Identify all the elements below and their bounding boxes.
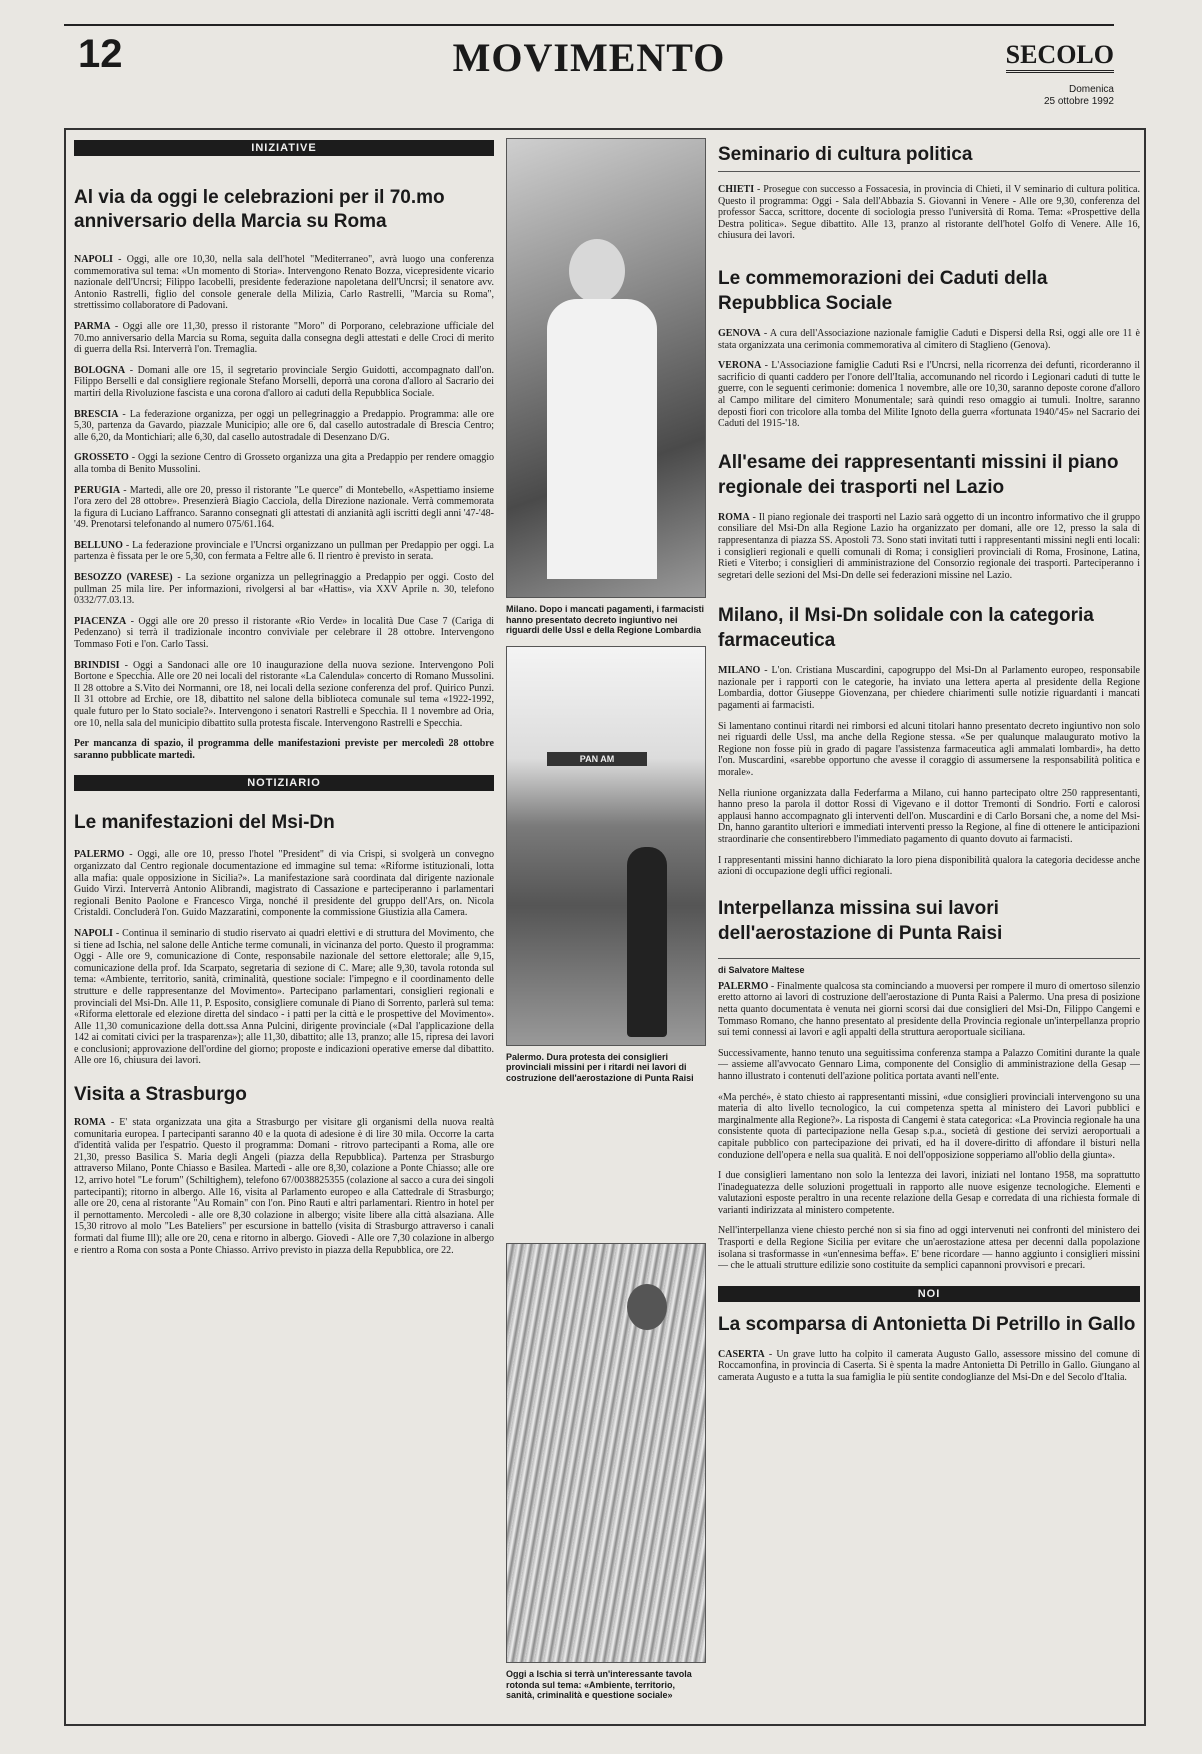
paragraph: PALERMO - Oggi, alle ore 10, presso l'hotel "President" di via Crispi, si svolgerà un convegno organizzato dal Centro regionale documentazione ed immagine sul tema: «Riforme istituzionali, lotta alla mafia: quale opposizione in Sicilia?». La manifestazione sarà coordinata dal dirigente nazionale Guido Virzì. Interverrà Antonio Alibrandi, magistrato di Cassazione e parteciperanno i parlamentari regionali Benito Paolone e Francesco Virga, nonché il presidente del gruppo dell'Ars, on. Nicola Cristaldi. Concluderà l'on. Guido Mazzaratini, componente la commissione Giustizia alla Camera. xyxy=(74,849,494,919)
paragraph: BOLOGNA - Domani alle ore 15, il segretario provinciale Sergio Guidotti, accompagnato dall'on. Filippo Berselli e dal consigliere regionale Stefano Morselli, deporrà una corona d'alloro al Sacrario dei martiri della Rivoluzione fascista e una corona d'alloro ai caduti della Repubblica Sociale. xyxy=(74,364,494,399)
panam-sign: PAN AM xyxy=(547,752,647,766)
paragraph: PALERMO - Finalmente qualcosa sta cominciando a muoversi per rompere il muro di omertoso silenzio eretto attorno ai lavori di costruzione dell'aerostazione di Punta Raisi a Palermo. Una presa di posizione netta quanto documentata è venuta nei giorni scorsi dai due consiglieri del Msi-Dn, Filippo Cangemi e Tommaso Romano, che hanno presentato al presidente della Provincia regionale un'interpellanza proprio sui temi connessi ai lavori e agli appalti della struttura aeroportuale siciliana. xyxy=(718,980,1140,1039)
page-number: 12 xyxy=(78,32,123,76)
article-iniziative xyxy=(74,254,494,761)
issue-full-date: 25 ottobre 1992 xyxy=(1043,96,1114,107)
paragraph: ROMA - E' stata organizzata una gita a Strasburgo per visitare gli organismi della nuova realtà comunitaria europea. I partecipanti saranno 40 e la quota di adesione è di lire 30 mila. Occorre la carta d'identità valida per l'espatrio. Questo il programma: Domani - ritrovo partecipanti a Roma, alle ore 21,30, presso Basilica S. Maria degli Angeli (piazza della Repubblica). Partenza per Strasburgo attraverso Milano, Ponte Chiasso e Basilea. Martedì - alle ore 8,30, colazione a Ponte Chiasso; alle ore 12, arrivo hotel "Le forum" (Schiltighem), telefono 67/0038825355 (colazione al sacco a cura dei singoli partecipanti); ritorno in albergo. Alle 16, visita al Parlamento europeo e alla Cattedrale di Strasburgo; alle ore 20, cena al ristorante "Au Romain" con l'on. Pino Rauti e altri parlamentari. Rientro in hotel per il pernottamento. Mercoledì - alle ore 8,30 colazione in albergo; visite libere alla città alsaziana. Alle 15,30 ritrovo al molo "Les Bateliers" per escursione in battello (visita di Strasburgo attraverso i canali formati dal fiume Ill); alle ore 20, cena e ritorno in albergo. Giovedì - Alle ore 7,30 colazione in albergo e rientro a Roma con sosta a Ponte Chiasso. Arrivo previsto in piazza della Repubblica, ore 22. xyxy=(74,1117,494,1256)
issue-date xyxy=(1044,84,1114,108)
paragraph: I due consiglieri lamentano non solo la lentezza dei lavori, iniziati nel lontano 1958, ma soprattutto l'inadeguatezza delle soluzioni progettuali in rapporto alle nuove esigenze tecnologiche. Elementi e valutazioni esposte peraltro in una recente relazione della Gesap e corredata di una richiesta formale di varianti indirizzata al ministero competente. xyxy=(718,1170,1140,1216)
paragraph: BELLUNO - La federazione provinciale e l'Uncrsi organizzano un pullman per Predappio per oggi. La partenza è fissata per le ore 5,30, con fermata a Feltre alle 6. Il rientro è previsto in serata. xyxy=(74,539,494,563)
headline-marcia-su-roma: Al via da oggi le celebrazioni per il 70.mo anniversario della Marcia su Roma xyxy=(74,187,445,232)
caption-milano: Milano. Dopo i mancati pagamenti, i farmacisti hanno presentato decreto ingiuntivo nei riguardi delle Ussl e della Regione Lombardia xyxy=(506,604,705,635)
photo-pharmacist xyxy=(506,138,706,598)
paragraph: Si lamentano continui ritardi nei rimborsi ed alcuni titolari hanno presentato decreto ingiuntivo non solo nei riguardi delle Ussl, ma anche della Regione stessa. «Se per qualunque malaugurato motivo la Regione non fosse più in grado di pagare l'assistenza farmaceutica agli ammalati lombardi», ha detto l'on. Muscardini, «sarebbe opportuno che avesse il coraggio di assumersene la responsabilità politica e morale». xyxy=(718,720,1140,779)
headline-trasporti-lazio: All'esame dei rappresentanti missini il piano regionale dei trasporti nel Lazio xyxy=(718,451,1119,498)
paragraph: BESOZZO (VARESE) - La sezione organizza un pellegrinaggio a Predappio per oggi. Costo del pullman 25 mila lire. Per informazioni, rivolgersi al bar «Hattis», via XXV Aprile n. 30, telefono 0332/77.03.13. xyxy=(74,572,494,607)
paragraph: GROSSETO - Oggi la sezione Centro di Grosseto organizza una gita a Predappio per rendere omaggio alla tomba di Benito Mussolini. xyxy=(74,452,494,475)
paragraph: Nella riunione organizzata dalla Federfarma a Milano, cui hanno partecipato oltre 250 rappresentanti, hanno preso la parola il dottor Rossi di Vigevano e il dottor Tremonti di Sondrio. Forti e calorosi applausi hanno accompagnato gli interventi dell'on. Muscardini e di Carlo Borsani che, a nome del Msi-Dn, hanno garantito ulteriori e immediati interventi presso la Regione, al fine di ottenere le anticipazioni straordinarie che consentirebbero l'immediato pagamento di quanto dovuto ai farmacisti. xyxy=(718,787,1140,845)
byline: di Salvatore Maltese xyxy=(718,958,1140,975)
paragraph: CASERTA - Un grave lutto ha colpito il camerata Augusto Gallo, assessore missino del comune di Roccamonfina, in provincia di Caserta. Si è spenta la madre Antonietta Di Petrillo in Gallo. Giungano al camerata Augusto e a tutta la sua famiglia le più sentite condoglianze del Msi-Dn e del Secolo d'Italia. xyxy=(718,1348,1140,1384)
headline-commemorazioni: Le commemorazioni dei Caduti della Repubblica Sociale xyxy=(718,267,1048,314)
content-frame xyxy=(64,128,1146,1726)
paragraph: PERUGIA - Martedì, alle ore 20, presso il ristorante "Le querce" di Montebello, «Aspettiamo insieme l'ora zero del 28 ottobre». Presenzierà Biagio Cacciola, della Direzione nazionale. Verrà commemorata la figura di Luciano Laffranco. Saranno consegnati gli attestati di anzianità agli iscritti degli anni '47-'48-'49. Prenotarsi telefonando al numero 075/61.164. xyxy=(74,484,494,531)
masthead xyxy=(64,24,1114,119)
column-left xyxy=(74,138,494,1716)
headline-farmaceutica: Milano, il Msi-Dn solidale con la categoria farmaceutica xyxy=(718,605,1094,652)
paragraph: Successivamente, hanno tenuto una seguitissima conferenza stampa a Palazzo Comitini durante la quale — assieme all'avvocato Gennaro Lima, componente del Consiglio di amministrazione della Gesap — hanno illustrato i contenuti dell'azione politica portata avanti nell'ente. xyxy=(718,1047,1140,1082)
caption-ischia: Oggi a Ischia si terrà un'interessante tavola rotonda sul tema: «Ambiente, territorio, sanità, criminalità e questione sociale» xyxy=(506,1669,692,1700)
paragraph: PARMA - Oggi alle ore 11,30, presso il ristorante "Moro" di Porporano, celebrazione ufficiale del 70.mo anniversario della Marcia su Roma, seguita dalla consegna degli attestati e delle Croci di merito di guerra della Rsi. Interverrà l'on. Tremaglia. xyxy=(74,320,494,356)
person-figure xyxy=(627,847,667,1037)
paragraph: GENOVA - A cura dell'Associazione nazionale famiglie Caduti e Dispersi della Rsi, oggi alle ore 11 è stata organizzata una cerimonia commemorativa al cimitero di Staglieno (Genova). xyxy=(718,327,1140,351)
paragraph: Nell'interpellanza viene chiesto perché non si sia fino ad oggi intervenuti nei confronti del ministero dei Trasporti e della Regione Sicilia per evitare che un'aerostazione attesa per decenni dalla popolazione isolana si trasformasse in «un'ennesima beffa». E' bene ricordare — hanno aggiunto i consiglieri missini — che le attuali strutture edilizie sono costituite da semplici capannoni provvisori e precari. xyxy=(718,1225,1140,1272)
paragraph: NAPOLI - Continua il seminario di studio riservato ai quadri elettivi e di struttura del Movimento, che si tiene ad Ischia, nel salone delle Antiche terme comunali, in vicinanza del porto. Questo il programma: Oggi - Alle ore 9, comunicazione di Conte, responsabile nazionale del settore elettorale; alle 9,15, comunicazione della prof. Ida Scarpato, segretaria di sezione di C. Mare; alle 9,30, tavola rotonda sul tema: «Ambiente, territorio, sanità, criminalità, questione sociale: l'impegno e il coordinamento delle strutture e delle rappresentanze del Movimento». Partecipano parlamentari, consiglieri regionali e provinciali del Msi-Dn. Alle 11, P. Esposito, consigliere comunale di Piano di Sorrento, parlerà sul tema: «Riforma elettorale ed elezione diretta del sindaco - i patti per la città e le prospettive del Movimento». Alle 11,30 comunicazione della dott.ssa Anna Pulcini, dirigente provinciale («Dal l'applicazione della 142 ai comitati civici per la trasparenza»); alle 11,30, dibattito; alle 13, pranzo; alle 15, ripresa dei lavori e conclusioni; approvazione dell'ordine del giorno; proposte e indicazioni operative emerse dal dibattito. Alle ore 16, chiusura dei lavori. xyxy=(74,927,494,1067)
headline-strasburgo: Visita a Strasburgo xyxy=(74,1084,247,1106)
section-title: MOVIMENTO xyxy=(452,35,726,80)
person-head xyxy=(627,1284,667,1330)
paragraph: BRINDISI - Oggi a Sandonaci alle ore 10 inaugurazione della nuova sezione. Intervengono Poli Bortone e Specchia. Alle ore 20 nei locali del ristorante «La Calendula» concerto di Romano Mussolini. Il 28 ottobre a S.Vito dei Normanni, ore 18, nei locali della sezione conferenza del prof. Quirico Punzi. Il 31 ottobre ad Erchie, ore 18, dibattito nel salone della biblioteca comunale sul tema «1922-1992, quale futuro per lo Stato sociale?». Intervengono i senatori Rastrelli e Specchia. Il 1 novembre ad Oria, ore 10, nella sala del municipio dibattito sulla protesta fiscale. Intervengono Rastrelli e Specchia. xyxy=(74,659,494,729)
issue-day: Domenica xyxy=(1068,84,1114,95)
paragraph: PIACENZA - Oggi alle ore 20 presso il ristorante «Rio Verde» in località Due Case 7 (Cariga di Pedenzano) si terrà il tradizionale incontro conviviale per celebrare il 28 ottobre. Intervengono Tommaso Foti e l'on. Carlo Tassi. xyxy=(74,615,494,651)
closing-note: Per mancanza di spazio, il programma delle manifestazioni previste per mercoledì 28 ottobre saranno pubblicate martedì. xyxy=(74,738,494,761)
paragraph: «Ma perché», è stato chiesto ai rappresentanti missini, «due consiglieri provinciali intervengono su una materia di alto livello tecnologico, la cui competenza spetta al ministero dei Lavori pubblici e marginalmente alla Regione?». La risposta di Cangemi è stata categorica: «La Provincia regionale ha una consistente quota di partecipazione nella Gesap s.p.a., società di gestione dei servizi aeroportuali a capitale pubblico con partecipazione dei privati, ed ha il dovere-diritto di affondare il bisturi nella conduzione dell'opera e nella sua qualità. E noi dell'opposizione sopperiamo all'oblio della giunta». xyxy=(718,1091,1140,1161)
photo-ischia-field xyxy=(506,1243,706,1663)
paragraph: CHIETI - Prosegue con successo a Fossacesia, in provincia di Chieti, il V seminario di cultura politica. Questo il programma: Oggi - Sala dell'Abbazia S. Giovanni in Venere - Alle ore 9,30, conferenza del professor Sacca, scrittore, docente di sociologia presso l'università di Roma. Tema: «Prospettive della Destra politica». Segue dibattito. Alle 13, pranzo al ristorante dell'hotel Golfo di Venere. Alle 16, chiusura dei lavori. xyxy=(718,184,1140,242)
caption-palermo: Palermo. Dura protesta dei consiglieri provinciali missini per i ritardi nei lavori di costruzione dell'aerostazione di Punta Raisi xyxy=(506,1051,694,1083)
paragraph: VERONA - L'Associazione famiglie Caduti Rsi e l'Uncrsi, nella ricorrenza dei defunti, ricorderanno il sacrificio di quanti caddero per l'onore dell'Italia, accomunando nel ricordo i Legionari caduti di tutte le guerre, con le seguenti cerimonie: domenica 1 novembre, alle ore 10,30, saranno deposte corone d'alloro al Campo militare del cimitero Monumentale; sarà quindi reso omaggio ai tumuli. Inoltre, saranno deposti fiori con tricolore alla tomba del Milite Ignoto della guerra «fortunata 1940/'45» nel Sacrario dei Caduti del 1915-'18. xyxy=(718,360,1140,430)
paragraph: MILANO - L'on. Cristiana Muscardini, capogruppo del Msi-Dn al Parlamento europeo, responsabile nazionale per i rapporti con le categorie, ha inviato una lettera aperta al presidente della Regione Lombardia, dottor Giuseppe Giovenzana, per chiedere chiarimenti sulle notizie riguardanti i mancati pagamenti ai farmacisti. xyxy=(718,665,1140,712)
headline-seminario: Seminario di cultura politica xyxy=(718,142,1140,172)
section-bar-noi: NOI xyxy=(718,1286,1140,1302)
headline-scomparsa: La scomparsa di Antonietta Di Petrillo in Gallo xyxy=(718,1313,1136,1335)
paragraph: ROMA - Il piano regionale dei trasporti nel Lazio sarà oggetto di un incontro informativo che il gruppo consiliare del Msi-Dn alla Regione Lazio ha organizzato per domani, alle ore 12, presso la sala di rappresentanza di piazza SS. Apostoli 73. Sono stati invitati tutti i rappresentanti missini negli enti locali: i consiglieri regionali e quelli comunali di Roma; i consiglieri provinciali di Roma, Frosinone, Latina, Rieti e Viterbo; i consiglieri di amministrazione del Consorzio regionale dei trasporti. Parteciperanno i segretari delle sezioni del Msi-Dn delle sei federazioni missine nel Lazio. xyxy=(718,511,1140,581)
headline-punta-raisi: Interpellanza missina sui lavori dell'aerostazione di Punta Raisi xyxy=(718,897,1003,944)
section-bar-notiziario: NOTIZIARIO xyxy=(74,775,494,791)
paragraph: BRESCIA - La federazione organizza, per oggi un pellegrinaggio a Predappio. Programma: alle ore 5,30, partenza da Gavardo, piazzale Municipio; alle ore 6, dal casello autostradale di Brescia Centro; alle 6,20, da Montichiari; alle 6,30, dal casello autostradale di Desenzano D/G. xyxy=(74,408,494,443)
paragraph: NAPOLI - Oggi, alle ore 10,30, nella sala dell'hotel "Mediterraneo", avrà luogo una conferenza commemorativa sul tema: «Un momento di Storia». Intervengono Renato Bozza, vicepresidente vicario nazionale dell'Uncrsi; Filippo Iacobelli, presidente federazione napoletana dell'Uncrsi; il senatore avv. Antonio Rastrelli, figlio del console generale della Milizia, Carlo Rastrelli, "Marcia su Roma", strettissimo collaboratore di Padovani. xyxy=(74,254,494,312)
column-right xyxy=(718,138,1140,1716)
newspaper-logo: SECOLO xyxy=(1006,40,1114,73)
paragraph: I rappresentanti missini hanno dichiarato la loro piena disponibilità qualora la categoria decidesse anche azioni di occupazione degli uffici regionali. xyxy=(718,854,1140,878)
person-white-coat xyxy=(547,299,657,579)
column-photos xyxy=(506,138,706,1716)
section-bar-iniziative: INIZIATIVE xyxy=(74,140,494,156)
headline-manifestazioni: Le manifestazioni del Msi-Dn xyxy=(74,812,335,834)
photo-airport xyxy=(506,646,706,1046)
person-head xyxy=(569,239,625,303)
